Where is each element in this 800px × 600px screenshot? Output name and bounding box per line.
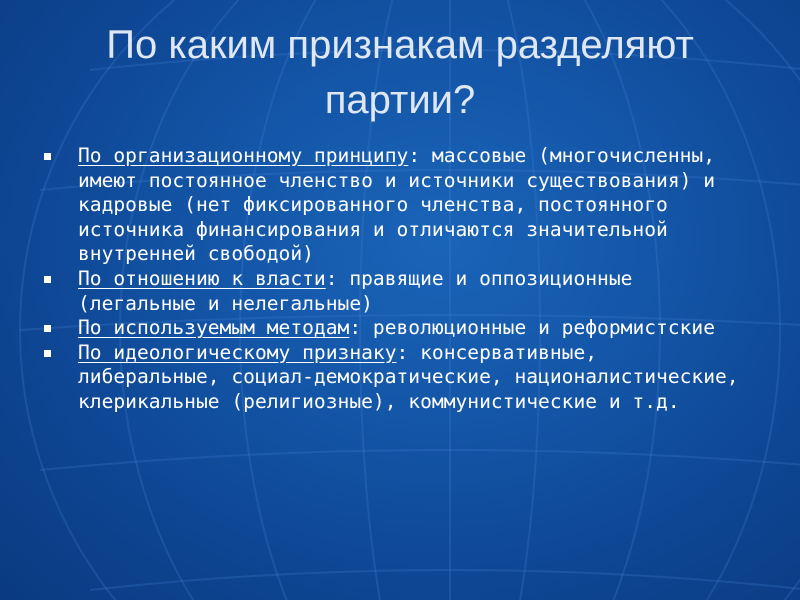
square-bullet-icon	[44, 276, 51, 283]
bullet-list	[44, 144, 744, 415]
square-bullet-icon	[44, 325, 51, 332]
bullet-item	[44, 144, 744, 267]
square-bullet-icon	[44, 350, 51, 357]
square-bullet-icon	[44, 153, 51, 160]
bullet-text: : правящие и оппозиционные (легальные и нелегальные)	[78, 266, 633, 315]
bullet-text: : революционные и реформистские	[349, 316, 716, 340]
bullet-text: : массовые (многочисленны, имеют постоянное членство и источники существования) и кадровые (нет фиксированного членства, постоянного источника финансирования и отличаются значительной внутренней свободой)	[78, 144, 716, 266]
bullet-term: По организационному принципу	[78, 144, 409, 167]
bullet-item	[44, 267, 744, 316]
bullet-term: По отношению к власти	[78, 266, 326, 290]
bullet-term: По идеологическому признаку	[78, 340, 397, 364]
bullet-item	[44, 341, 744, 415]
bullet-item	[44, 316, 744, 341]
bullet-text: : консервативные, либеральные, социал-демократические, националистические, клерикальные (религиозные), коммунистические и т.д.	[78, 340, 739, 413]
slide-title: По каким признакам разделяют партии?	[106, 23, 694, 122]
bullet-term: По используемым методам	[78, 316, 350, 340]
